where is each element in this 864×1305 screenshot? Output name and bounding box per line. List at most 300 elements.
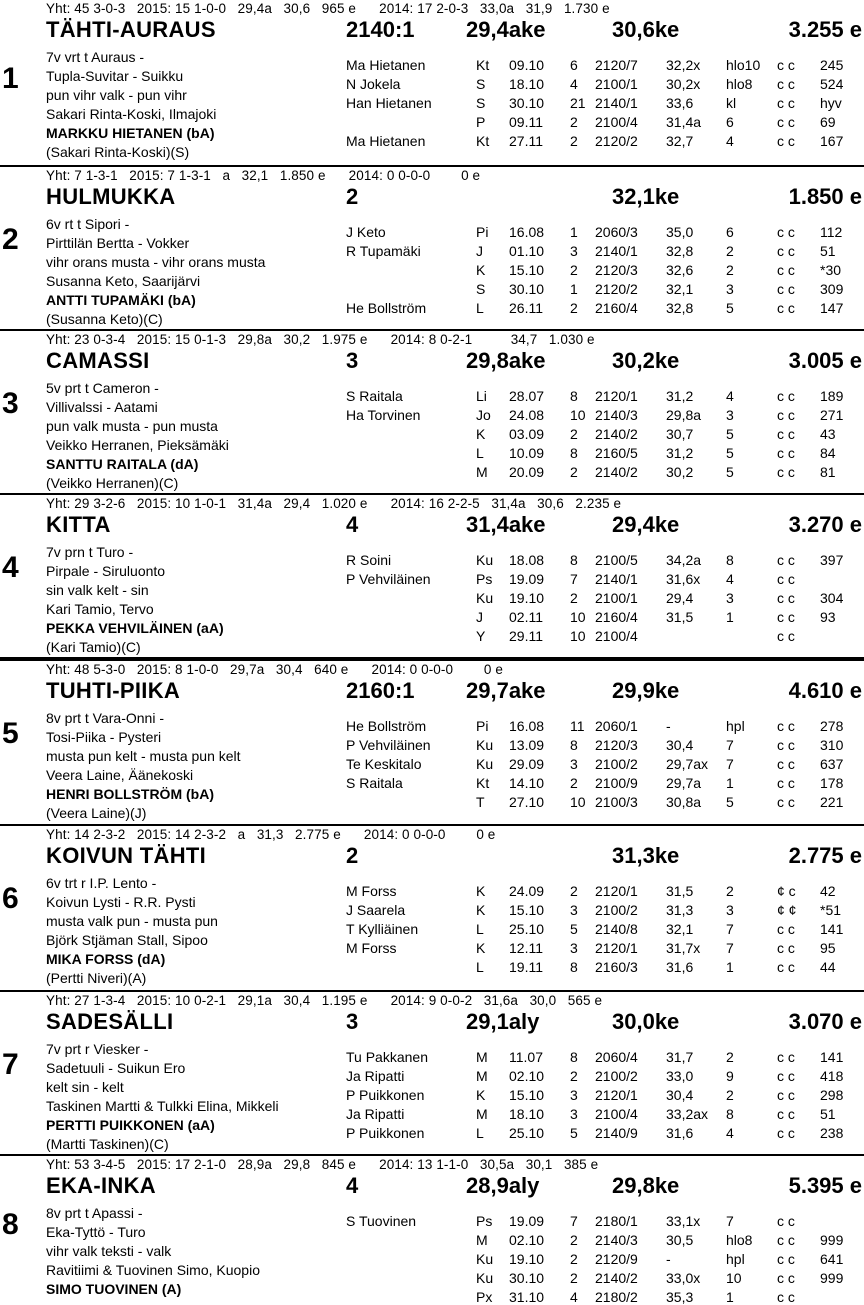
race-date: 30.10 <box>509 1270 545 1286</box>
race-driver: He Bollström <box>346 300 427 316</box>
race-start: 2 <box>570 1251 578 1267</box>
race-dist: 2100/3 <box>595 794 638 810</box>
race-time: 29,4 <box>666 590 694 606</box>
race-start: 21 <box>570 95 586 111</box>
race-date: 02.10 <box>509 1232 545 1248</box>
race-place: 1 <box>726 609 734 625</box>
race-place: 8 <box>726 552 734 568</box>
race-driver: N Jokela <box>346 76 401 92</box>
race-driver: Ma Hietanen <box>346 57 426 73</box>
start-number: 6 <box>2 882 19 915</box>
race-driver: Ha Torvinen <box>346 407 421 423</box>
race-date: 19.09 <box>509 1213 545 1229</box>
race-driver: P Puikkonen <box>346 1087 425 1103</box>
horse-entry <box>0 992 864 1156</box>
race-place: 4 <box>726 1125 734 1141</box>
best-time-volt: 29,4ke <box>612 512 680 537</box>
race-place: 7 <box>726 921 734 937</box>
race-date: 19.11 <box>509 959 543 975</box>
race-track: Li <box>476 388 487 404</box>
race-track: L <box>476 445 484 461</box>
race-shoes: c c <box>777 590 795 606</box>
track-record: 2 <box>346 184 359 209</box>
race-date: 14.10 <box>509 775 545 791</box>
best-time-auto: 29,7ake <box>466 678 546 703</box>
race-time: 29,7ax <box>666 756 709 772</box>
race-time: 32,1 <box>666 921 694 937</box>
race-driver: S Raitala <box>346 775 403 791</box>
info-line: Koivun Lysti - R.R. Pysti <box>46 894 196 910</box>
race-shoes: c c <box>777 1213 795 1229</box>
race-track: Ku <box>476 737 494 753</box>
race-date: 25.10 <box>509 1125 545 1141</box>
info-line: 5v prt t Cameron - <box>46 380 159 396</box>
race-start: 3 <box>570 756 578 772</box>
race-shoes: c c <box>777 1289 795 1305</box>
race-track: Jo <box>476 407 491 423</box>
best-time-auto: 31,4ake <box>466 512 546 537</box>
track-record: 4 <box>346 1173 359 1198</box>
stats-summary: Yht: 7 1-3-1 2015: 7 1-3-1 a 32,1 1.850 e 2014: 0 0-0-0 0 e <box>46 168 481 183</box>
race-start: 7 <box>570 1213 578 1229</box>
race-start: 6 <box>570 57 578 73</box>
race-driver: Te Keskitalo <box>346 756 422 772</box>
race-time: 29,8a <box>666 407 702 423</box>
driver-name: SANTTU RAITALA (dA) <box>46 456 199 472</box>
race-dist: 2120/1 <box>595 940 638 956</box>
race-dist: 2160/3 <box>595 959 638 975</box>
race-track: Kt <box>476 57 490 73</box>
race-time: 35,0 <box>666 224 694 240</box>
horse-name: HULMUKKA <box>46 184 176 209</box>
prize-money: 3.005 e <box>788 348 862 373</box>
race-start: 3 <box>570 940 578 956</box>
race-shoes: c c <box>777 1087 795 1103</box>
race-start: 7 <box>570 571 578 587</box>
race-dist: 2060/1 <box>595 718 638 734</box>
race-date: 18.10 <box>509 1106 545 1122</box>
race-odds: *30 <box>820 262 842 278</box>
race-start: 2 <box>570 426 578 442</box>
race-start: 8 <box>570 552 578 568</box>
race-shoes: c c <box>777 794 795 810</box>
race-track: Kt <box>476 133 490 149</box>
race-time: 30,2 <box>666 464 694 480</box>
race-track: K <box>476 426 486 442</box>
race-odds: 84 <box>820 445 836 461</box>
race-shoes: c c <box>777 95 795 111</box>
race-date: 24.09 <box>509 883 545 899</box>
race-start: 11 <box>570 718 585 734</box>
race-place: 3 <box>726 902 734 918</box>
race-track: M <box>476 1232 488 1248</box>
race-odds: 221 <box>820 794 844 810</box>
horse-entry <box>0 167 864 331</box>
race-start: 3 <box>570 1087 578 1103</box>
race-place: 4 <box>726 133 734 149</box>
race-track: K <box>476 940 486 956</box>
race-place: 2 <box>726 262 734 278</box>
horse-name: EKA-INKA <box>46 1173 156 1198</box>
info-line: 8v prt t Apassi - <box>46 1205 143 1221</box>
race-driver: P Puikkonen <box>346 1125 425 1141</box>
race-track: Ku <box>476 756 494 772</box>
info-line: pun vihr valk - pun vihr <box>46 87 187 103</box>
info-line: kelt sin - kelt <box>46 1079 124 1095</box>
horse-info <box>46 874 218 988</box>
info-line: Sadetuuli - Suikun Ero <box>46 1060 186 1076</box>
race-time: 34,2a <box>666 552 702 568</box>
race-place: 4 <box>726 388 734 404</box>
info-line: Tosi-Piika - Pysteri <box>46 729 162 745</box>
race-start: 8 <box>570 737 578 753</box>
race-date: 01.10 <box>509 243 545 259</box>
stats-summary: Yht: 14 2-3-2 2015: 14 2-3-2 a 31,3 2.775 e 2014: 0 0-0-0 0 e <box>46 827 496 842</box>
race-time: - <box>666 1251 671 1267</box>
race-shoes: ¢ ¢ <box>777 902 797 918</box>
race-start: 8 <box>570 388 578 404</box>
best-time-auto: 29,4ake <box>466 17 546 42</box>
info-line: Eka-Tyttö - Turo <box>46 1224 146 1240</box>
info-line: Veera Laine, Äänekoski <box>46 767 194 783</box>
race-place: hlo8 <box>726 1232 753 1248</box>
race-track: M <box>476 1049 488 1065</box>
horse-entry <box>0 661 864 826</box>
race-odds: 95 <box>820 940 836 956</box>
info-line: sin valk kelt - sin <box>46 582 149 598</box>
race-track: Ku <box>476 1251 494 1267</box>
horse-entry <box>0 1156 864 1303</box>
race-start: 8 <box>570 959 578 975</box>
race-place: 7 <box>726 1213 734 1229</box>
best-time-volt: 31,3ke <box>612 843 680 868</box>
stats-summary: Yht: 23 0-3-4 2015: 15 0-1-3 29,8a 30,2 1.975 e 2014: 8 0-2-1 34,7 1.030 e <box>46 332 595 347</box>
info-line: Susanna Keto, Saarijärvi <box>46 273 201 289</box>
race-dist: 2120/1 <box>595 388 638 404</box>
race-driver: Tu Pakkanen <box>346 1049 428 1065</box>
prize-money: 5.395 e <box>788 1173 862 1198</box>
race-dist: 2120/2 <box>595 281 638 297</box>
stats-summary: Yht: 29 3-2-6 2015: 10 1-0-1 31,4a 29,4 1.020 e 2014: 16 2-2-5 31,4a 30,6 2.235 e <box>46 496 622 511</box>
race-time: 35,3 <box>666 1289 694 1305</box>
race-start: 5 <box>570 1125 578 1141</box>
race-time: 33,0 <box>666 1068 694 1084</box>
race-dist: 2140/3 <box>595 1232 638 1248</box>
race-shoes: c c <box>777 1068 795 1084</box>
race-odds: 42 <box>820 883 836 899</box>
race-dist: 2100/2 <box>595 756 638 772</box>
race-date: 09.10 <box>509 57 545 73</box>
horse-entry <box>0 826 864 992</box>
race-place: kl <box>726 95 737 111</box>
race-track: L <box>476 1125 484 1141</box>
start-number: 1 <box>2 62 19 95</box>
horse-info <box>46 379 229 493</box>
race-dist: 2180/1 <box>595 1213 638 1229</box>
race-dist: 2140/3 <box>595 407 638 423</box>
info-line: 6v rt t Sipori - <box>46 216 130 232</box>
info-line: Kari Tamio, Tervo <box>46 601 154 617</box>
race-shoes: c c <box>777 388 795 404</box>
race-shoes: c c <box>777 300 795 316</box>
best-time-volt: 29,8ke <box>612 1173 680 1198</box>
race-place: hpl <box>726 718 745 734</box>
race-date: 26.11 <box>509 300 543 316</box>
race-date: 16.08 <box>509 224 545 240</box>
driver-name: MARKKU HIETANEN (bA) <box>46 125 215 141</box>
info-line: 6v trt r I.P. Lento - <box>46 875 157 891</box>
race-odds: 43 <box>820 426 836 442</box>
race-date: 19.09 <box>509 571 545 587</box>
info-line: Taskinen Martti & Tulkki Elina, Mikkeli <box>46 1098 279 1114</box>
race-time: 29,7a <box>666 775 702 791</box>
race-shoes: c c <box>777 445 795 461</box>
race-shoes: c c <box>777 1232 795 1248</box>
race-place: 2 <box>726 883 734 899</box>
race-place: 2 <box>726 1087 734 1103</box>
race-odds: 304 <box>820 590 844 606</box>
race-odds: 167 <box>820 133 844 149</box>
race-place: 1 <box>726 1289 734 1305</box>
race-place: 2 <box>726 1049 734 1065</box>
race-dist: 2120/3 <box>595 737 638 753</box>
race-driver: He Bollström <box>346 718 427 734</box>
race-time: 31,4a <box>666 114 702 130</box>
race-driver: Han Hietanen <box>346 95 432 111</box>
race-place: hlo8 <box>726 76 753 92</box>
race-driver: J Saarela <box>346 902 406 918</box>
race-track: J <box>476 243 483 259</box>
race-date: 29.11 <box>509 628 543 644</box>
race-date: 10.09 <box>509 445 545 461</box>
race-dist: 2100/2 <box>595 902 638 918</box>
race-dist: 2120/1 <box>595 1087 638 1103</box>
race-time: 30,4 <box>666 1087 694 1103</box>
race-start: 3 <box>570 1106 578 1122</box>
driver-name: SIMO TUOVINEN (A) <box>46 1281 182 1297</box>
race-start: 2 <box>570 300 578 316</box>
race-dist: 2120/9 <box>595 1251 638 1267</box>
stats-summary: Yht: 53 3-4-5 2015: 17 2-1-0 28,9a 29,8 845 e 2014: 13 1-1-0 30,5a 30,1 385 e <box>46 1157 599 1172</box>
race-start: 2 <box>570 1270 578 1286</box>
info-line: vihr orans musta - vihr orans musta <box>46 254 266 270</box>
info-line: 8v prt t Vara-Onni - <box>46 710 165 726</box>
race-odds: 141 <box>820 1049 844 1065</box>
race-dist: 2100/4 <box>595 114 638 130</box>
race-place: hpl <box>726 1251 745 1267</box>
horse-name: KITTA <box>46 512 111 537</box>
race-shoes: c c <box>777 464 795 480</box>
race-dist: 2060/4 <box>595 1049 638 1065</box>
race-odds: 271 <box>820 407 844 423</box>
race-place: 5 <box>726 464 734 480</box>
race-time: 31,3 <box>666 902 694 918</box>
start-number: 3 <box>2 387 19 420</box>
race-date: 15.10 <box>509 902 545 918</box>
race-track: T <box>476 794 485 810</box>
race-shoes: c c <box>777 756 795 772</box>
race-time: 32,2x <box>666 57 701 73</box>
race-place: 6 <box>726 114 734 130</box>
info-line: Björk Stjäman Stall, Sipoo <box>46 932 208 948</box>
race-driver: P Vehviläinen <box>346 737 431 753</box>
race-dist: 2160/5 <box>595 445 638 461</box>
race-dist: 2120/2 <box>595 133 638 149</box>
race-place: 2 <box>726 243 734 259</box>
race-time: 32,1 <box>666 281 694 297</box>
race-place: 6 <box>726 224 734 240</box>
stats-summary: Yht: 48 5-3-0 2015: 8 1-0-0 29,7a 30,4 640 e 2014: 0 0-0-0 0 e <box>46 662 503 677</box>
race-shoes: c c <box>777 737 795 753</box>
race-shoes: c c <box>777 775 795 791</box>
start-number: 8 <box>2 1208 19 1241</box>
race-time: 30,7 <box>666 426 694 442</box>
driver-name: PEKKA VEHVILÄINEN (aA) <box>46 620 224 636</box>
race-shoes: c c <box>777 940 795 956</box>
race-start: 2 <box>570 1068 578 1084</box>
race-odds: 44 <box>820 959 836 975</box>
race-driver: M Forss <box>346 940 397 956</box>
race-time: 31,6 <box>666 959 694 975</box>
race-start: 2 <box>570 262 578 278</box>
race-place: 7 <box>726 940 734 956</box>
trainer-name: (Sakari Rinta-Koski)(S) <box>46 144 190 160</box>
race-place: 10 <box>726 1270 742 1286</box>
race-place: 8 <box>726 1106 734 1122</box>
info-line: 7v vrt t Auraus - <box>46 49 145 65</box>
race-shoes: c c <box>777 262 795 278</box>
race-track: M <box>476 1068 488 1084</box>
race-dist: 2100/1 <box>595 590 638 606</box>
race-place: 7 <box>726 737 734 753</box>
race-start: 10 <box>570 609 586 625</box>
race-dist: 2140/1 <box>595 571 638 587</box>
trainer-name: (Veikko Herranen)(C) <box>46 475 179 491</box>
info-line: 7v prt r Viesker - <box>46 1041 149 1057</box>
race-place: 3 <box>726 590 734 606</box>
race-dist: 2140/8 <box>595 921 638 937</box>
race-date: 19.10 <box>509 590 545 606</box>
horse-name: CAMASSI <box>46 348 150 373</box>
race-driver: S Raitala <box>346 388 403 404</box>
horse-info <box>46 215 265 329</box>
best-time-auto: 29,1aly <box>466 1009 540 1034</box>
driver-name: MIKA FORSS (dA) <box>46 951 166 967</box>
race-date: 30.10 <box>509 281 545 297</box>
trainer-name: (Kari Tamio)(C) <box>46 639 141 655</box>
race-start: 5 <box>570 921 578 937</box>
race-time: 32,6 <box>666 262 694 278</box>
race-start: 2 <box>570 114 578 130</box>
race-shoes: c c <box>777 609 795 625</box>
race-date: 27.10 <box>509 794 545 810</box>
race-track: K <box>476 902 486 918</box>
race-dist: 2140/1 <box>595 243 638 259</box>
race-odds: 524 <box>820 76 844 92</box>
race-time: 31,5 <box>666 609 694 625</box>
race-track: Pi <box>476 224 489 240</box>
race-dist: 2160/4 <box>595 300 638 316</box>
info-line: Veikko Herranen, Pieksämäki <box>46 437 229 453</box>
race-odds: 641 <box>820 1251 844 1267</box>
race-time: 33,2ax <box>666 1106 709 1122</box>
best-time-volt: 30,6ke <box>612 17 680 42</box>
stats-summary: Yht: 45 3-0-3 2015: 15 1-0-0 29,4a 30,6 965 e 2014: 17 2-0-3 33,0a 31,9 1.730 e <box>46 1 610 16</box>
info-line: musta valk pun - musta pun <box>46 913 218 929</box>
best-time-volt: 29,9ke <box>612 678 680 703</box>
race-odds: 51 <box>820 1106 836 1122</box>
race-shoes: c c <box>777 407 795 423</box>
race-driver: P Vehviläinen <box>346 571 431 587</box>
race-driver: J Keto <box>346 224 386 240</box>
horse-info <box>46 543 224 657</box>
info-line: Villivalssi - Aatami <box>46 399 158 415</box>
best-time-auto: 28,9aly <box>466 1173 540 1198</box>
race-shoes: c c <box>777 571 795 587</box>
race-time: 31,6x <box>666 571 701 587</box>
race-start: 10 <box>570 628 586 644</box>
race-time: 31,7x <box>666 940 701 956</box>
race-date: 18.10 <box>509 76 545 92</box>
info-line: Pirttilän Bertta - Vokker <box>46 235 190 251</box>
prize-money: 3.270 e <box>788 512 862 537</box>
race-track: M <box>476 1106 488 1122</box>
race-start: 4 <box>570 76 578 92</box>
race-odds: 298 <box>820 1087 844 1103</box>
race-track: S <box>476 281 486 297</box>
start-number: 7 <box>2 1048 19 1081</box>
horse-info <box>46 1040 279 1154</box>
start-number: 5 <box>2 717 19 750</box>
race-dist: 2140/9 <box>595 1125 638 1141</box>
race-dist: 2100/2 <box>595 1068 638 1084</box>
race-shoes: c c <box>777 1270 795 1286</box>
race-time: 31,2 <box>666 388 694 404</box>
race-odds: 189 <box>820 388 844 404</box>
race-shoes: c c <box>777 426 795 442</box>
race-date: 13.09 <box>509 737 545 753</box>
race-date: 02.10 <box>509 1068 545 1084</box>
race-dist: 2120/3 <box>595 262 638 278</box>
race-time: 31,5 <box>666 883 694 899</box>
race-dist: 2100/1 <box>595 76 638 92</box>
race-start: 2 <box>570 464 578 480</box>
race-track: S <box>476 95 486 111</box>
race-odds: 278 <box>820 718 844 734</box>
race-date: 31.10 <box>509 1289 545 1305</box>
race-time: 30,5 <box>666 1232 694 1248</box>
race-odds: 309 <box>820 281 844 297</box>
race-place: 1 <box>726 959 734 975</box>
race-odds: 178 <box>820 775 844 791</box>
race-start: 2 <box>570 590 578 606</box>
start-number: 4 <box>2 551 19 584</box>
start-number: 2 <box>2 223 19 256</box>
race-odds: 238 <box>820 1125 844 1141</box>
race-track: Y <box>476 628 486 644</box>
race-track: K <box>476 1087 486 1103</box>
race-time: - <box>666 718 671 734</box>
race-odds: 141 <box>820 921 844 937</box>
race-date: 12.11 <box>509 940 543 956</box>
race-place: 4 <box>726 571 734 587</box>
trainer-name: (Pertti Niveri)(A) <box>46 970 147 986</box>
race-time: 30,4 <box>666 737 694 753</box>
info-line: pun valk musta - pun musta <box>46 418 218 434</box>
race-dist: 2140/2 <box>595 1270 638 1286</box>
race-dist: 2120/7 <box>595 57 638 73</box>
race-odds: 397 <box>820 552 844 568</box>
